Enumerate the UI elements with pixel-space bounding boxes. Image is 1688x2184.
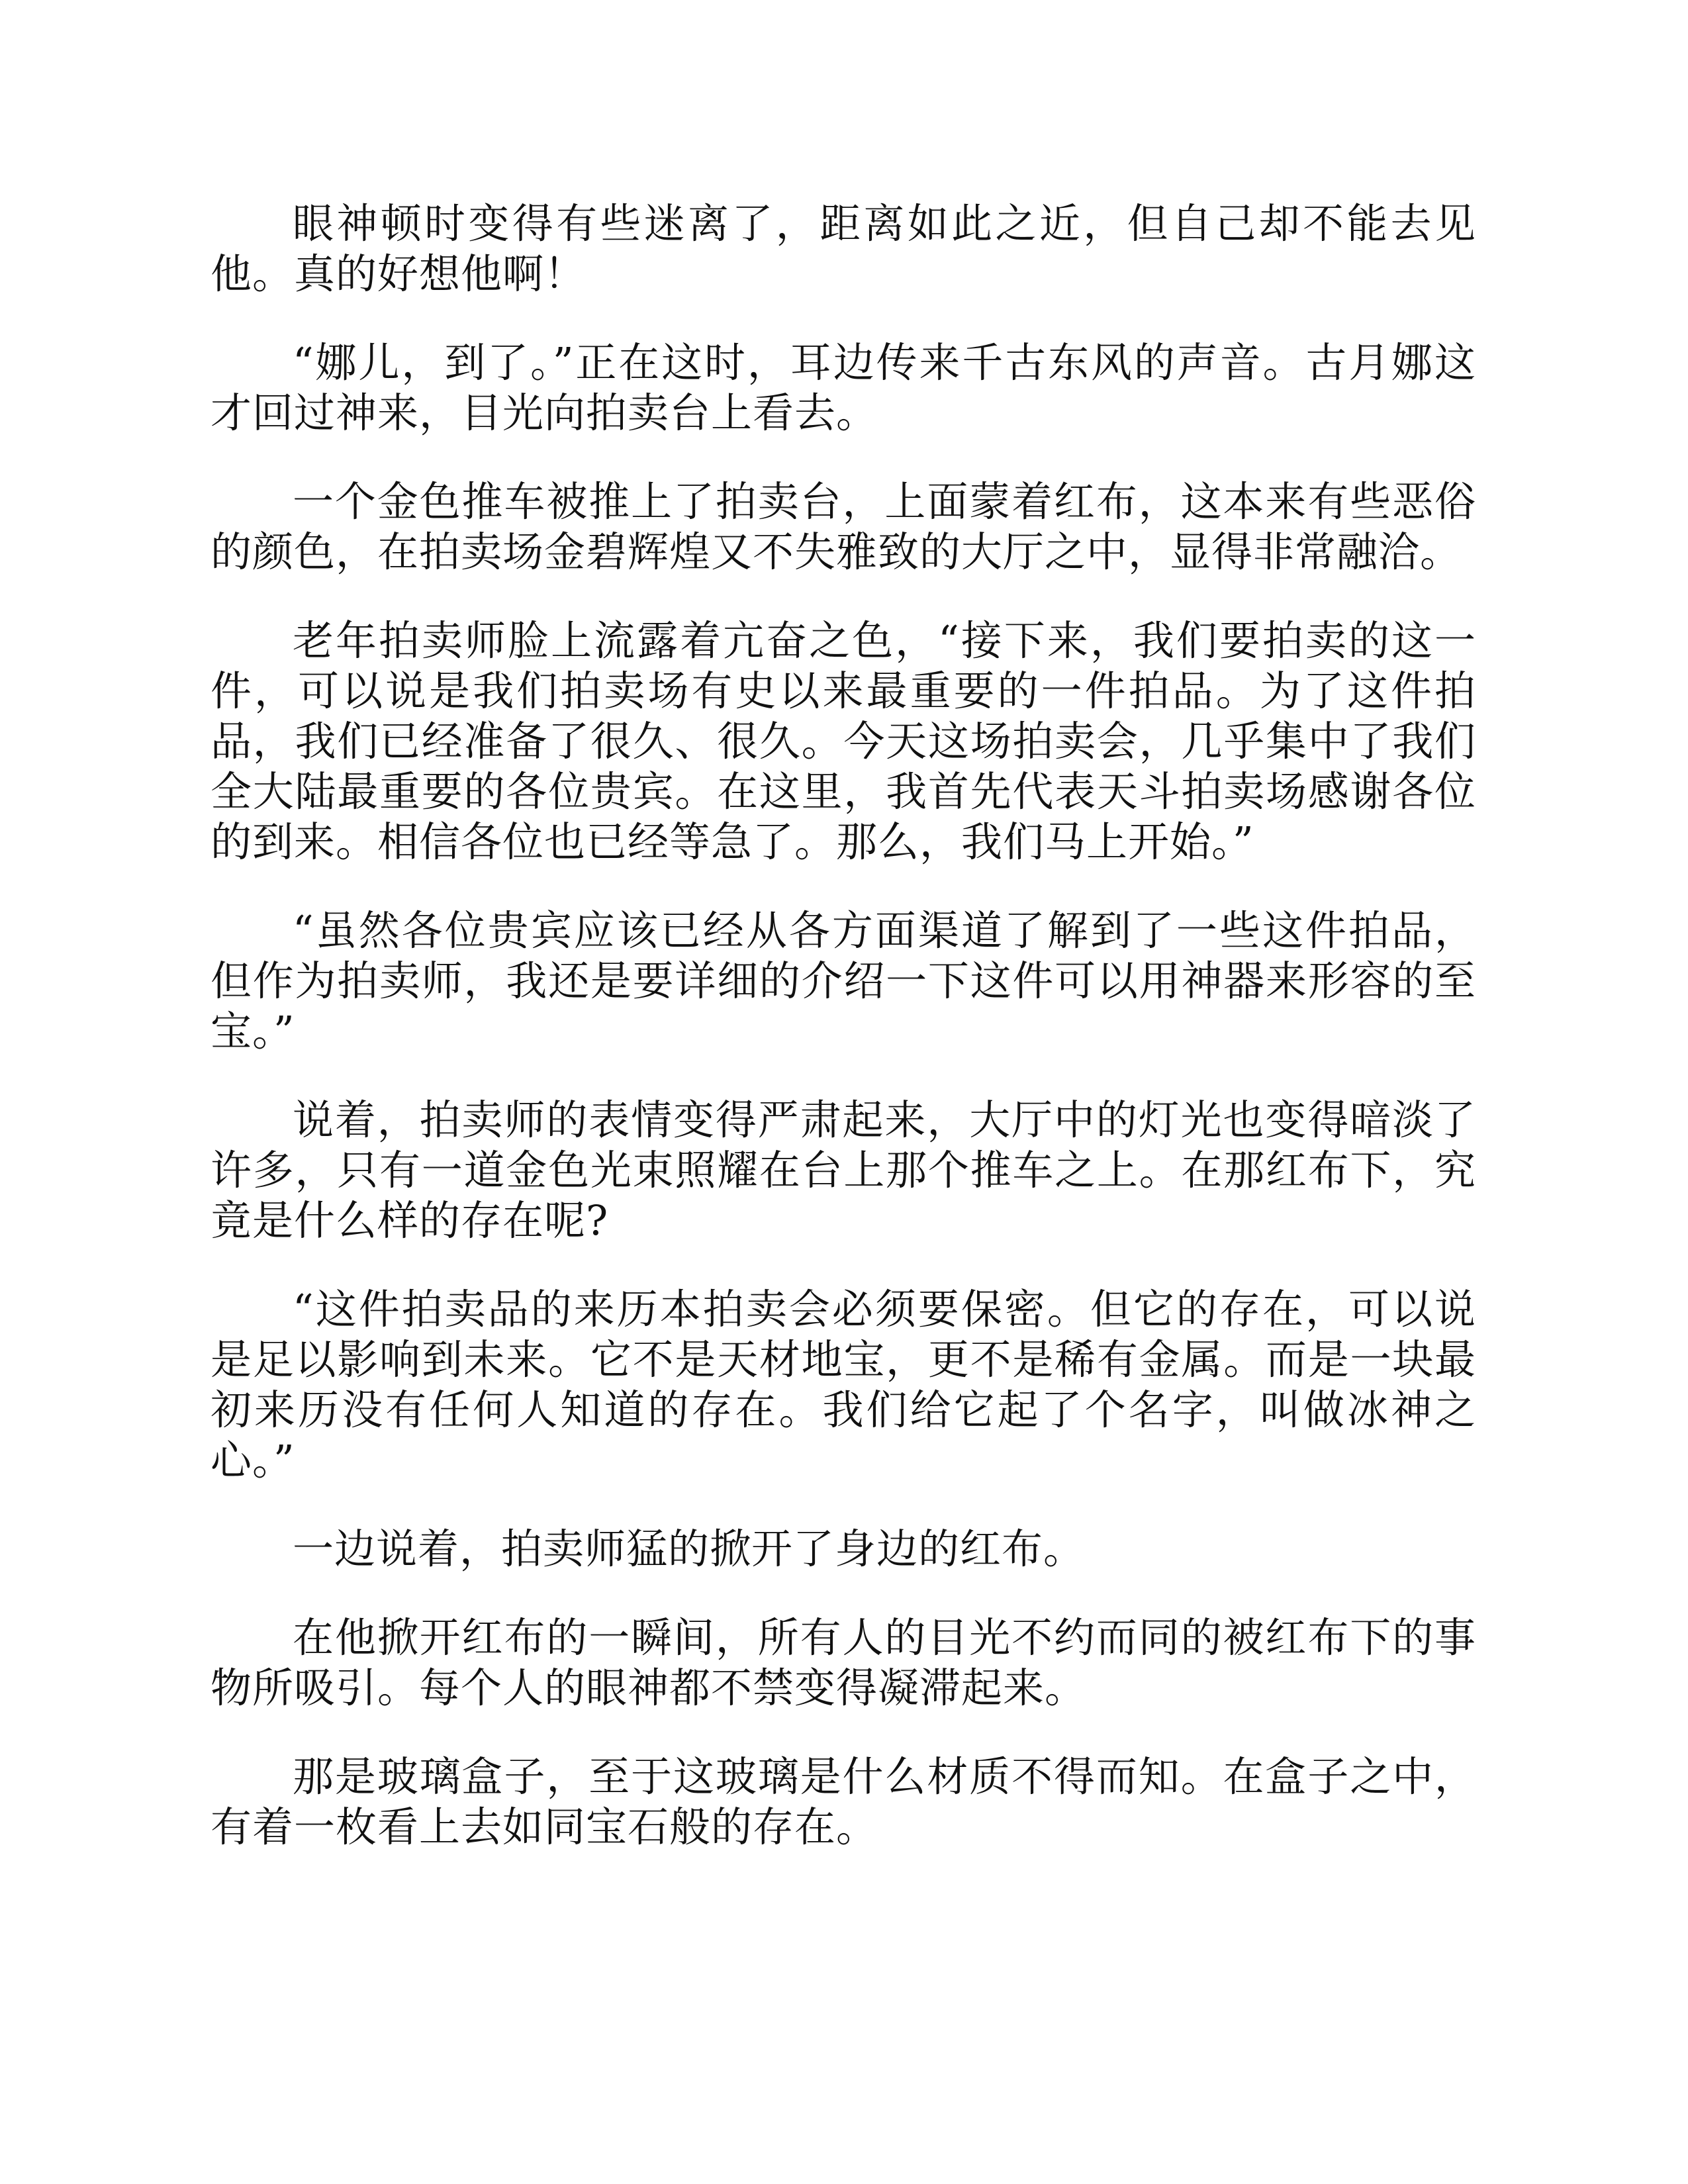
paragraph-7: “这件拍卖品的来历本拍卖会必须要保密。但它的存在，可以说是足以影响到未来。它不是天材地宝，更不是稀有金属。而是一块最初来历没有任何人知道的存在。我们给它起了个名字，叫做冰神之心。” (211, 1285, 1476, 1484)
paragraph-1: 眼神顿时变得有些迷离了，距离如此之近，但自己却不能去见他。真的好想他啊！ (211, 199, 1476, 298)
paragraph-8: 一边说着，拍卖师猛的掀开了身边的红布。 (293, 1525, 1086, 1573)
document-page (211, 199, 1476, 1891)
paragraph-4: 老年拍卖师脸上流露着亢奋之色，“接下来，我们要拍卖的这一件，可以说是我们拍卖场有史以来最重要的一件拍品。为了这件拍品，我们已经准备了很久、很久。今天这场拍卖会，几乎集中了我们全大陆最重要的各位贵宾。在这里，我首先代表天斗拍卖场感谢各位的到来。相信各位也已经等急了。那么，我们马上开始。” (211, 616, 1476, 866)
paragraph-2: “娜儿，到了。”正在这时，耳边传来千古东风的声音。古月娜这才回过神来，目光向拍卖台上看去。 (211, 338, 1476, 437)
paragraph-3: 一个金色推车被推上了拍卖台，上面蒙着红布，这本来有些恶俗的颜色，在拍卖场金碧辉煌又不失雅致的大厅之中，显得非常融洽。 (211, 477, 1476, 576)
paragraph-6: 说着，拍卖师的表情变得严肃起来，大厅中的灯光也变得暗淡了许多，只有一道金色光束照耀在台上那个推车之上。在那红布下，究竟是什么样的存在呢? (211, 1096, 1476, 1245)
paragraph-5: “虽然各位贵宾应该已经从各方面渠道了解到了一些这件拍品，但作为拍卖师，我还是要详细的介绍一下这件可以用神器来形容的至宝。” (211, 906, 1476, 1055)
paragraph-9: 在他掀开红布的一瞬间，所有人的目光不约而同的被红布下的事物所吸引。每个人的眼神都不禁变得凝滞起来。 (211, 1613, 1476, 1712)
paragraph-10: 那是玻璃盒子，至于这玻璃是什么材质不得而知。在盒子之中，有着一枚看上去如同宝石般的存在。 (211, 1752, 1476, 1851)
